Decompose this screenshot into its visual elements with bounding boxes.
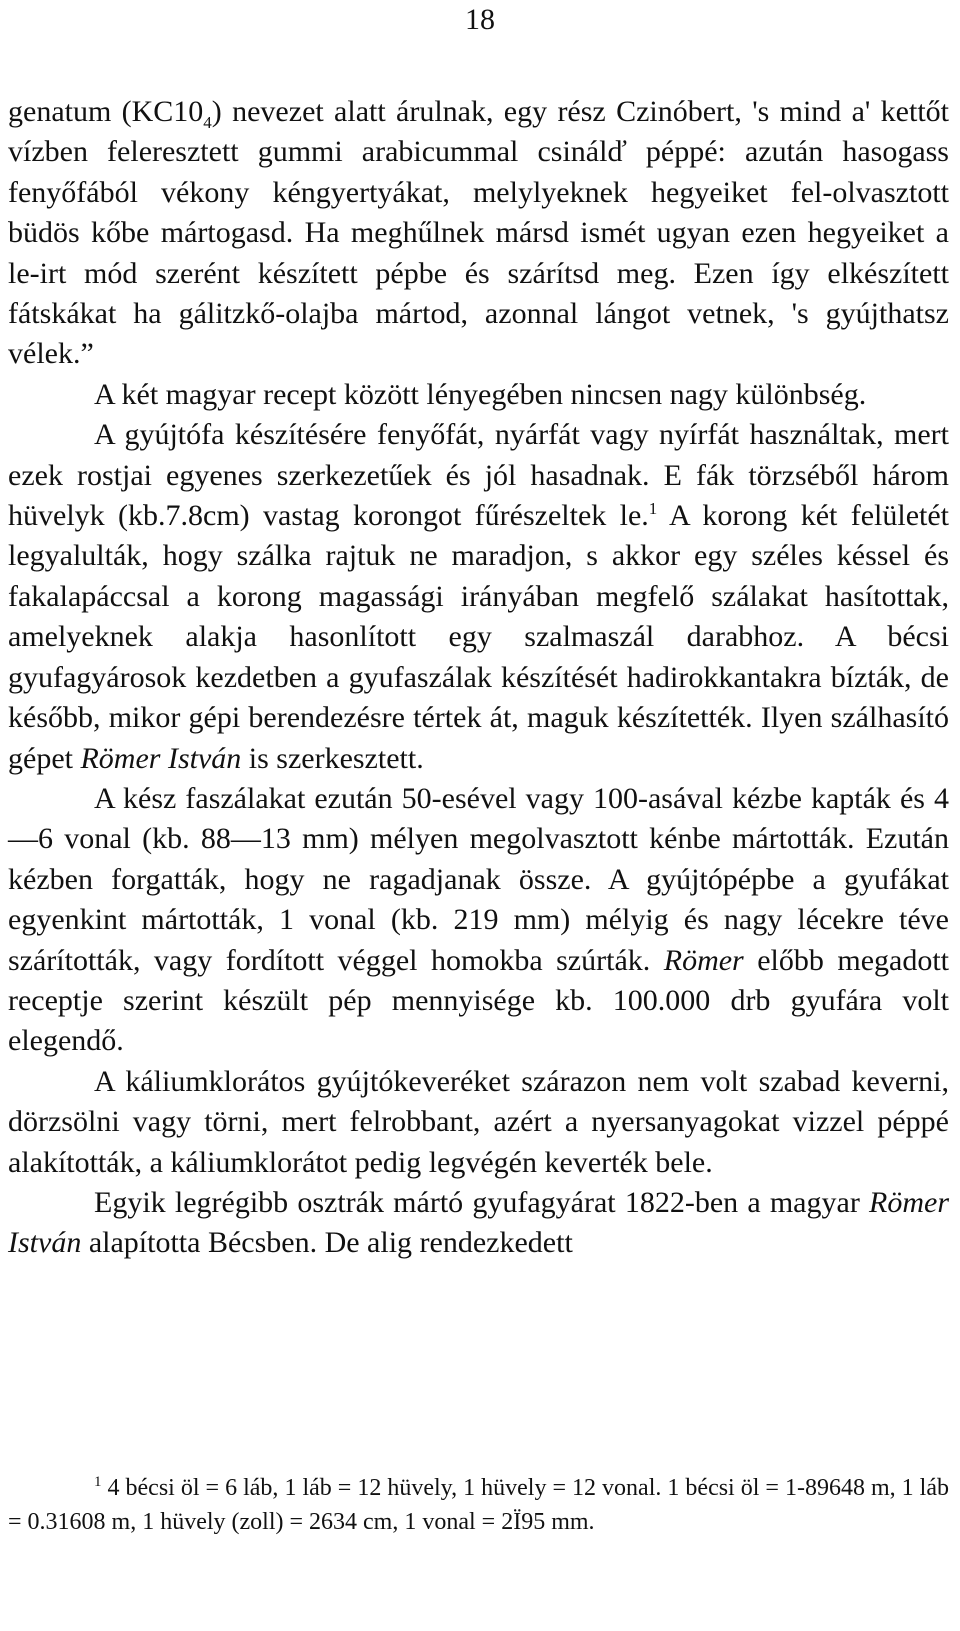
text-run: ) nevezet alatt árulnak, egy rész Czinóbert, 's mind a' kettőt vízben feleresztett gummi arabicummal csinálď péppé: azután hasogass fenyőfából vékony kéngyertyákat, melylyeknek hegyeiket fel-olvasztott büdös kőbe mártogasd. Ha meghűlnek mársd ismét ugyan ezen hegyeiket a le-irt mód szerént készített pépbe és szárítsd meg. Ezen így elkészített fátskákat ha gálitzkő-olajba mártod, azonnal lángot vetnek, 's gyújthatsz vélek.” bbox=[8, 95, 949, 371]
page-number: 18 bbox=[465, 3, 495, 36]
text-run: A kész faszálakat ezután 50-esével vagy 100-asával kézbe kapták és 4—6 vonal (kb. 88—13 mm) mélyen megolvasztott kénbe mártották. Ezután kézben forgatták, hogy ne ragadjanak össze. A gyújtópépbe a gyufákat egyenkint mártották, 1 vonal (kb. 219 mm) mélyig és nagy lécekre téve szárították, vagy fordított véggel homokba szúrták. bbox=[8, 781, 949, 977]
paragraph bbox=[8, 1183, 949, 1264]
text-run: A korong két felületét legyalulták, hogy szálka rajtuk ne maradjon, s akkor egy széles késsel és fakalapáccsal a korong magassági irányában megfelő szálakat hasítottak, amelyeknek alakja hasonlított egy szalmaszál darabhoz. A bécsi gyufagyárosok kezdetben a gyufaszálak készítését hadirokkantakra bízták, de később, mikor gépi berendezésre tértek át, maguk készítették. Ilyen szálhasító gépet bbox=[8, 499, 949, 775]
footnote-marker: 1 bbox=[94, 1474, 102, 1490]
text-run: 4 bécsi öl = 6 láb, 1 láb = 12 hüvely, 1 hüvely = 12 vonal. 1 bécsi öl = 1-89648 m, 1 láb = 0.31608 m, 1 hüvely (zoll) = 2634 cm, 1 vonal = 2Ї95 mm. bbox=[8, 1475, 949, 1535]
text-run: genatum (KC10 bbox=[8, 95, 204, 128]
text-run: Egyik legrégibb osztrák mártó gyufagyárat 1822-ben a magyar bbox=[94, 1185, 870, 1219]
paragraph bbox=[8, 779, 949, 1062]
text-run: is szerkesztett. bbox=[241, 741, 424, 775]
subscript: 4 bbox=[203, 113, 212, 132]
text-run: előbb megadott receptje szerint készült pép mennyisége kb. 100.000 drb gyufára volt elegendő. bbox=[8, 943, 949, 1058]
footnotes bbox=[8, 1471, 949, 1539]
paragraph bbox=[8, 1062, 949, 1183]
footnote bbox=[8, 1471, 949, 1539]
paragraph bbox=[8, 375, 949, 415]
paragraph bbox=[8, 92, 949, 375]
italic-name: Römer bbox=[663, 943, 744, 977]
paragraph bbox=[8, 415, 949, 779]
footnote-reference: 1 bbox=[648, 499, 658, 519]
body-text bbox=[8, 92, 949, 1264]
italic-name: Römer István bbox=[8, 1185, 949, 1260]
text-run: A káliumklorátos gyújtókeveréket szárazon nem volt szabad keverni, dörzsölni vagy törni, mert felrobbant, azért a nyersanyagokat vizzel péppé alakították, a káliumklorátot pedig legvégén keverték bele. bbox=[8, 1064, 949, 1179]
text-run: alapította Bécsben. De alig rendezkedett bbox=[81, 1226, 573, 1260]
text-run: A két magyar recept között lényegében nincsen nagy különbség. bbox=[94, 377, 867, 411]
text-run: A gyújtófa készítésére fenyőfát, nyárfát vagy nyírfát használtak, mert ezek rostjai egyenes szerkezetűek és jól hasadnak. E fák törzséből három hüvelyk (kb.7.8cm) vastag korongot fűrészeltek le. bbox=[8, 418, 949, 533]
italic-name: Römer István bbox=[80, 741, 242, 775]
